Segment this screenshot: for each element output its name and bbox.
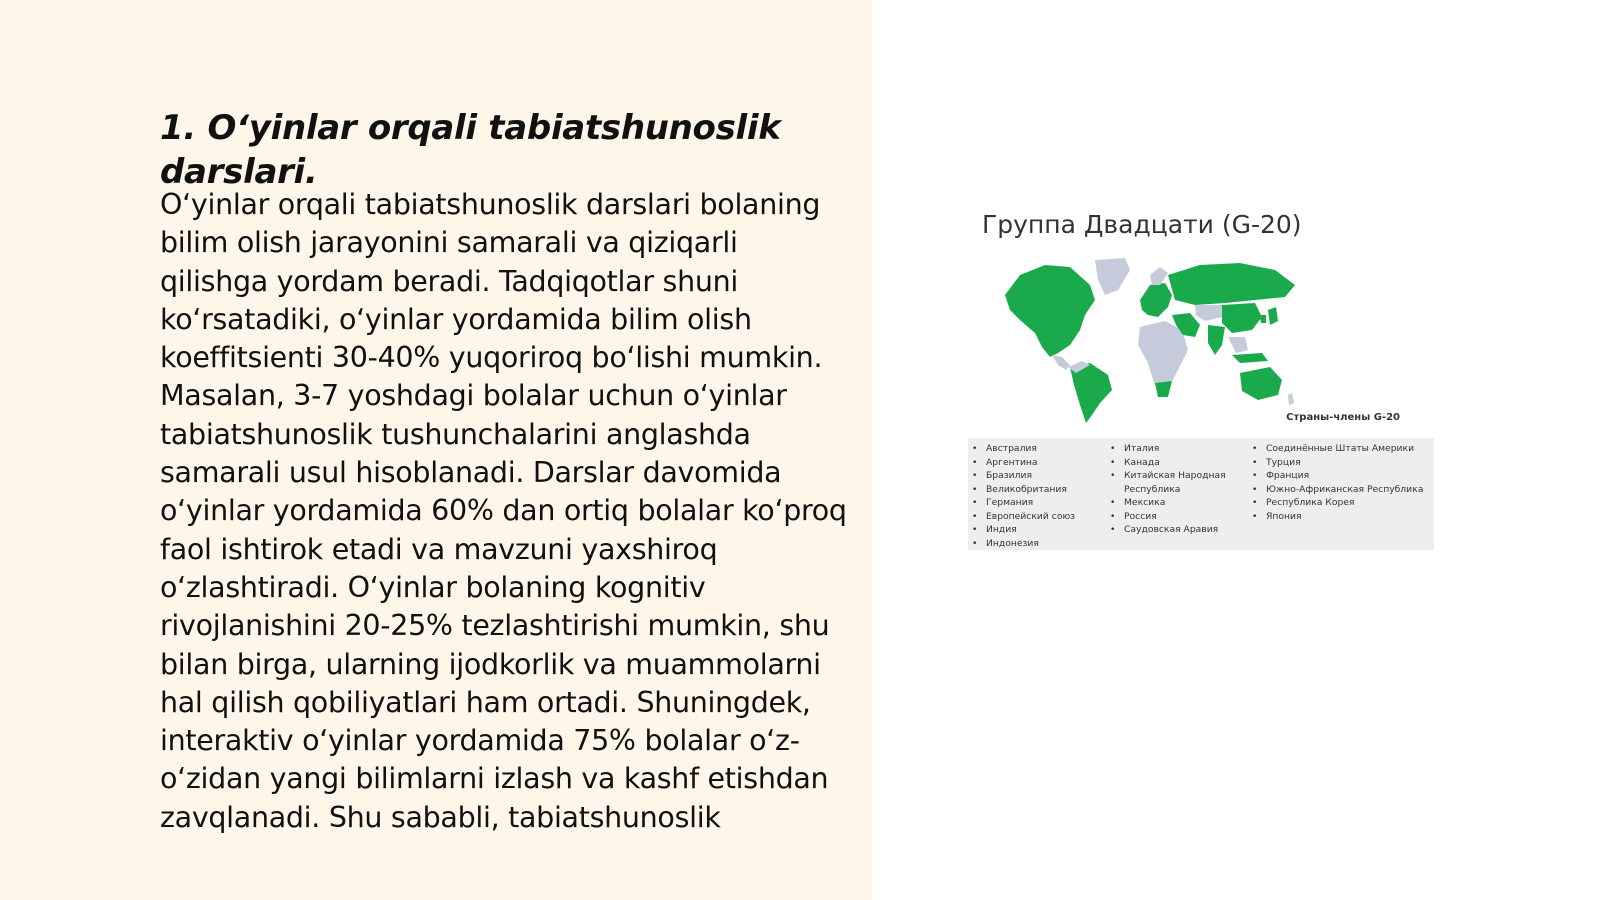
- g20-figure: [960, 200, 1440, 560]
- new-zealand-shape: [1288, 393, 1294, 405]
- south-africa-shape: [1155, 381, 1172, 397]
- india-shape: [1208, 325, 1225, 355]
- legend-item: • Франция: [1250, 469, 1423, 483]
- legend-item: • Германия: [970, 496, 1075, 510]
- japan-shape: [1268, 307, 1278, 325]
- legend-item: • Саудовская Аравия: [1108, 523, 1226, 537]
- legend-item: • Южно-Африканская Республика: [1250, 483, 1423, 497]
- legend-item: • Бразилия: [970, 469, 1075, 483]
- legend-item: • Европейский союз: [970, 510, 1075, 524]
- legend-item-continuation: Республика: [1124, 483, 1181, 495]
- world-map-image: [1000, 255, 1300, 425]
- central-america-shape: [1052, 355, 1070, 370]
- legend-item: • Мексика: [1108, 496, 1226, 510]
- legend-item: • Канада: [1108, 456, 1226, 470]
- indonesia-shape: [1232, 353, 1268, 363]
- europe-shape: [1140, 283, 1172, 317]
- greenland-shape: [1095, 258, 1130, 295]
- figure-title: Группа Двадцати (G-20): [982, 210, 1302, 239]
- legend-item: • Соединённые Штаты Америки: [1250, 442, 1423, 456]
- legend-item: • Россия: [1108, 510, 1226, 524]
- legend-item: • Великобритания: [970, 483, 1075, 497]
- legend-item: • Италия: [1108, 442, 1226, 456]
- scandinavia-shape: [1150, 267, 1168, 285]
- southeast-asia-shape: [1228, 337, 1248, 353]
- north-america-shape: [1005, 265, 1095, 357]
- legend-column-1: [970, 442, 1075, 550]
- slide-title: 1. O‘yinlar orqali tabiatshunoslik darslari.: [160, 108, 781, 192]
- legend-column-3: [1250, 442, 1423, 523]
- legend-item: • Австралия: [970, 442, 1075, 456]
- korea-shape: [1260, 315, 1266, 323]
- legend-item: • Турция: [1250, 456, 1423, 470]
- australia-shape: [1240, 367, 1282, 400]
- members-legend: [968, 438, 1434, 550]
- legend-item: • Аргентина: [970, 456, 1075, 470]
- slide-body-text: O‘yinlar orqali tabiatshunoslik darslari bolaning bilim olish jarayonini samarali va qiziqarli qilishga yordam beradi. Tadqiqotlar shuni ko‘rsatadiki, o‘yinlar yordamida bilim olish koeffitsienti 30-40% yuqoriroq bo‘lishi mumkin. Masalan, 3-7 yoshdagi bolalar uchun o‘yinlar tabiatshunoslik tushunchalarini anglashda samarali usul hisoblanadi. Darslar davomida o‘yinlar yordamida 60% dan ortiq bolalar ko‘proq faol ishtirok etadi va mavzuni yaxshiroq o‘zlashtiradi. O‘yinlar bolaning kognitiv rivojlanishini 20-25% tezlashtirishi mumkin, shu bilan birga, ularning ijodkorlik va muammolarni hal qilish qobiliyatlari ham ortadi. Shuningdek, interaktiv o‘yinlar yordamida 75% bolalar o‘z-o‘zidan yangi bilimlarni izlash va kashf etishdan zavqlanadi. Shu sababli, tabiatshunoslik: [160, 188, 847, 834]
- legend-item: • Япония: [1250, 510, 1423, 524]
- map-caption: Страны-члены G-20: [1286, 412, 1400, 423]
- legend-item: • Республика Корея: [1250, 496, 1423, 510]
- china-shape: [1222, 303, 1262, 333]
- russia-shape: [1168, 263, 1295, 305]
- legend-column-2: [1108, 442, 1226, 537]
- legend-item: • Китайская Народная: [1108, 469, 1226, 483]
- central-asia-shape: [1195, 305, 1225, 321]
- legend-item: • Индонезия: [970, 537, 1075, 551]
- legend-item: • Индия: [970, 523, 1075, 537]
